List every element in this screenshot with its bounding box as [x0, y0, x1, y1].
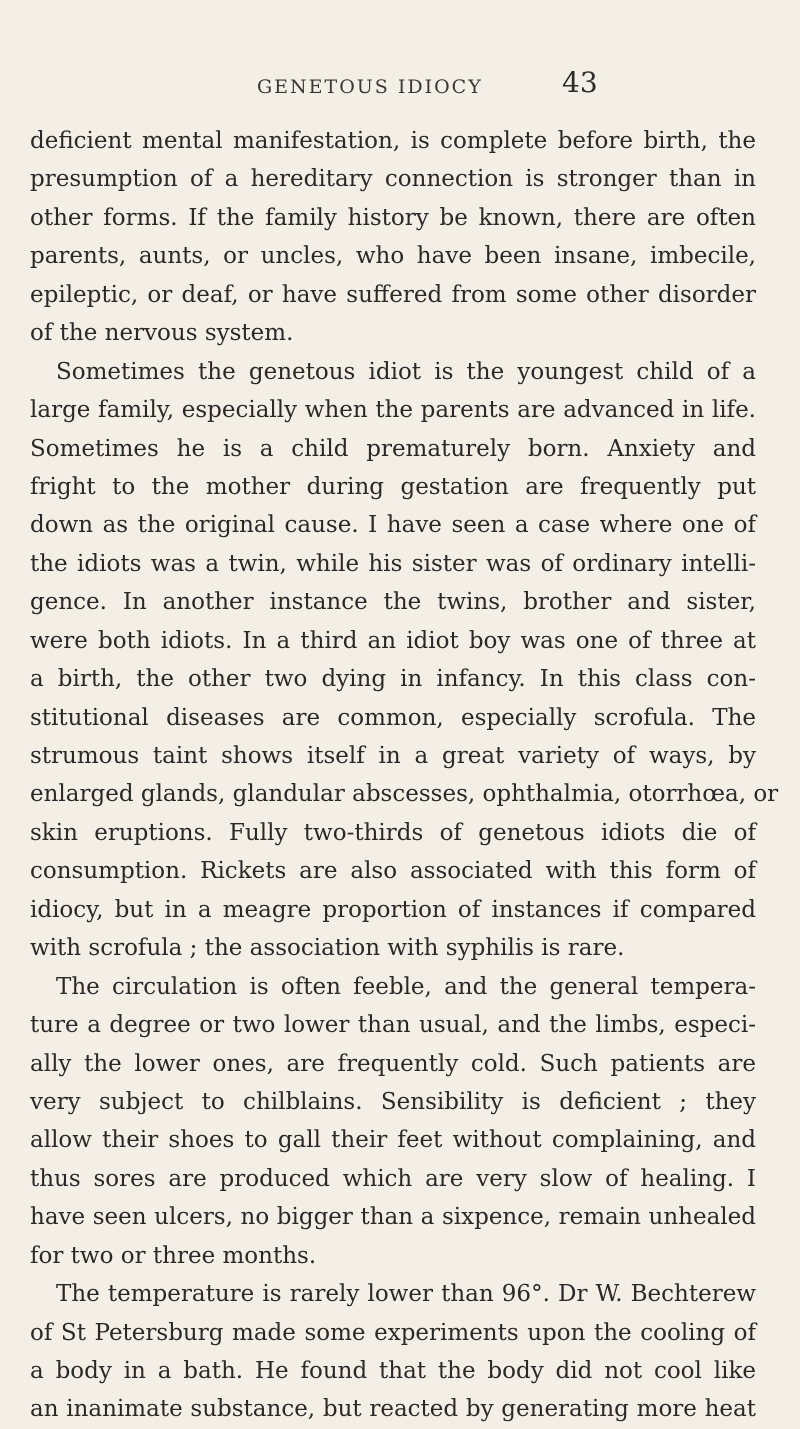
text-line: down as the original cause. I have seen a case where one of: [30, 512, 756, 539]
running-head: GENETOUS IDIOCY: [257, 76, 483, 98]
text-line: The temperature is rarely lower than 96°. Dr W. Bechterew: [56, 1281, 756, 1308]
text-line: enlarged glands, glandular abscesses, ophthalmia, otorrhœa, or: [30, 781, 779, 808]
text-line: idiocy, but in a meagre proportion of instances if compared: [30, 896, 756, 923]
text-line: have seen ulcers, no bigger than a sixpence, remain unhealed: [30, 1204, 756, 1231]
text-line: the idiots was a twin, while his sister was of ordinary intelli-: [30, 550, 756, 577]
text-line: gence. In another instance the twins, brother and sister,: [30, 589, 756, 616]
text-line: were both idiots. In a third an idiot boy was one of three at: [30, 627, 756, 654]
text-line: thus sores are produced which are very slow of healing. I: [30, 1165, 756, 1192]
body-text: [30, 122, 779, 1429]
page-header: [257, 64, 677, 104]
text-line: skin eruptions. Fully two-thirds of genetous idiots die of: [30, 819, 756, 846]
text-line: other forms. If the family history be known, there are often: [30, 204, 756, 231]
text-line: an inanimate substance, but reacted by generating more heat: [30, 1396, 756, 1423]
text-line: The circulation is often feeble, and the general tempera-: [56, 973, 756, 1000]
text-line: of the nervous system.: [30, 320, 294, 347]
text-line: Sometimes he is a child prematurely born. Anxiety and: [30, 435, 756, 462]
text-line: a body in a bath. He found that the body did not cool like: [30, 1358, 756, 1384]
text-line: of St Petersburg made some experiments upon the cooling of: [30, 1319, 756, 1346]
text-line: epileptic, or deaf, or have suffered from some other disorder: [30, 281, 756, 308]
text-line: large family, especially when the parents are advanced in life.: [30, 397, 756, 424]
text-line: allow their shoes to gall their feet without complaining, and: [30, 1127, 756, 1154]
page-number: 43: [562, 66, 598, 99]
text-line: with scrofula ; the association with syphilis is rare.: [30, 935, 625, 962]
text-line: strumous taint shows itself in a great variety of ways, by: [30, 743, 756, 769]
text-line: ally the lower ones, are frequently cold. Such patients are: [30, 1050, 756, 1077]
text-line: stitutional diseases are common, especially scrofula. The: [30, 704, 756, 731]
text-line: ture a degree or two lower than usual, and the limbs, especi-: [30, 1012, 756, 1039]
text-line: a birth, the other two dying in infancy. In this class con-: [30, 666, 756, 693]
text-line: very subject to chilblains. Sensibility is deficient ; they: [30, 1088, 756, 1115]
text-line: consumption. Rickets are also associated with this form of: [30, 858, 756, 885]
text-line: deficient mental manifestation, is complete before birth, the: [30, 128, 756, 154]
text-line: presumption of a hereditary connection is stronger than in: [30, 166, 756, 193]
text-line: Sometimes the genetous idiot is the youngest child of a: [56, 358, 756, 385]
text-line: fright to the mother during gestation are frequently put: [30, 473, 756, 500]
text-line: for two or three months.: [30, 1242, 317, 1269]
text-line: parents, aunts, or uncles, who have been insane, imbecile,: [30, 243, 756, 270]
